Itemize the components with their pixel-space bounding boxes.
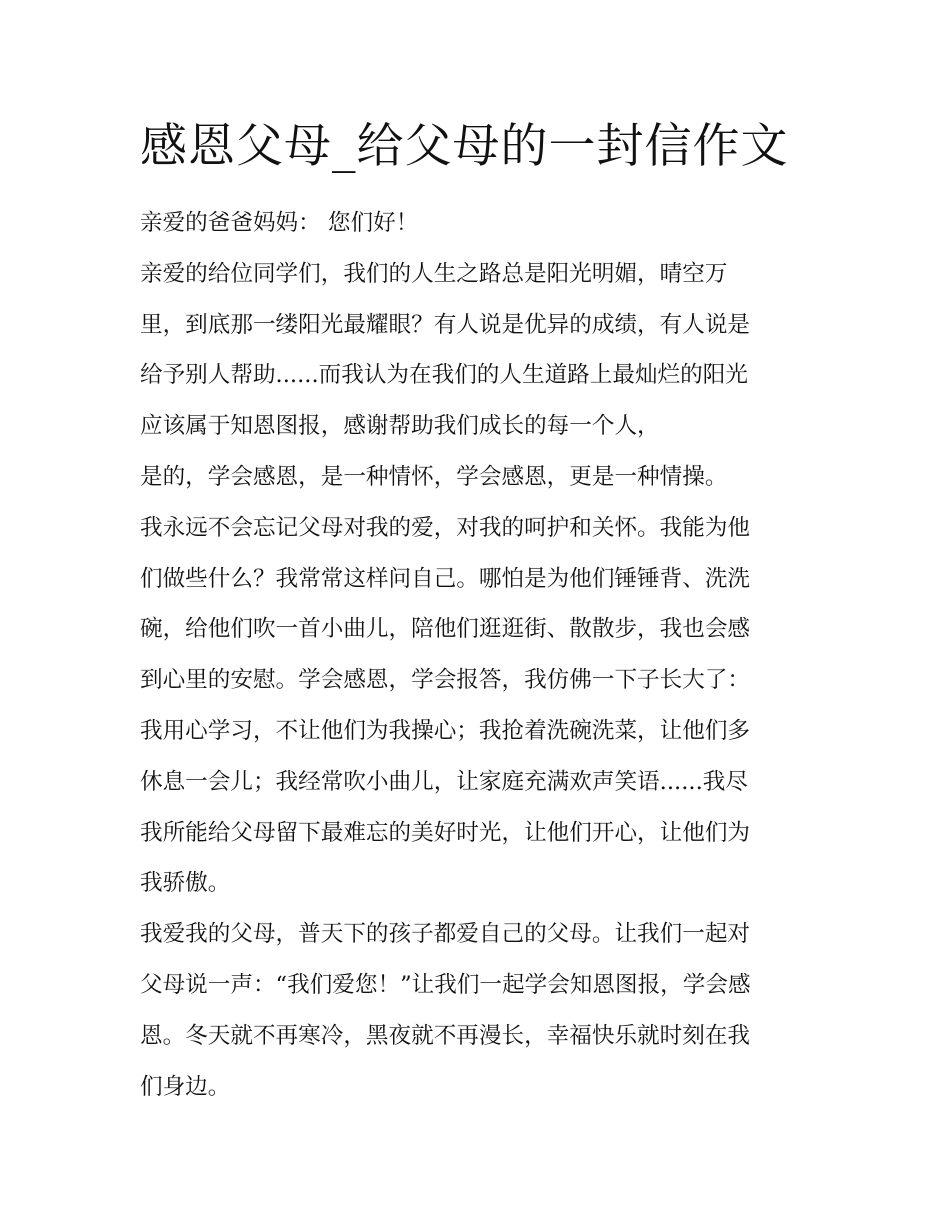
body-line: 我所能给父母留下最难忘的美好时光，让他们开心，让他们为 xyxy=(140,819,751,846)
body-line: 们做些什么？我常常这样问自己。哪怕是为他们锤锤背、洗洗 xyxy=(140,565,751,592)
body-line: 碗，给他们吹一首小曲儿，陪他们逛逛街、散散步，我也会感 xyxy=(140,616,751,643)
document-body xyxy=(140,198,812,1112)
body-line: 休息一会儿；我经常吹小曲儿，让家庭充满欢声笑语......我尽 xyxy=(140,768,748,795)
body-line: 我爱我的父母，普天下的孩子都爱自己的父母。让我们一起对 xyxy=(140,921,751,948)
body-line: 给予别人帮助......而我认为在我们的人生道路上最灿烂的阳光 xyxy=(140,362,748,389)
body-line: 们身边。 xyxy=(140,1073,231,1100)
body-line: 亲爱的爸爸妈妈： 您们好！ xyxy=(140,210,419,236)
body-line: 父母说一声：“我们爱您！”让我们一起学会知恩图报，学会感 xyxy=(140,971,751,998)
body-line: 我骄傲。 xyxy=(140,870,231,897)
document-title: 感恩父母_给父母的一封信作文 xyxy=(140,119,789,174)
body-line: 到心里的安慰。学会感恩，学会报答，我仿佛一下子长大了： xyxy=(140,667,751,694)
body-line: 恩。冬天就不再寒冷，黑夜就不再漫长，幸福快乐就时刻在我 xyxy=(140,1022,751,1049)
body-line: 我永远不会忘记父母对我的爱，对我的呵护和关怀。我能为他 xyxy=(140,514,751,541)
body-line: 亲爱的给位同学们，我们的人生之路总是阳光明媚，晴空万 xyxy=(140,260,728,287)
body-line: 里，到底那一缕阳光最耀眼？有人说是优异的成绩，有人说是 xyxy=(140,311,751,338)
body-line: 是的，学会感恩，是一种情怀，学会感恩，更是一种情操。 xyxy=(140,463,728,490)
body-line: 我用心学习，不让他们为我操心；我抢着洗碗洗菜，让他们多 xyxy=(140,717,751,744)
body-line: 应该属于知恩图报，感谢帮助我们成长的每一个人， xyxy=(140,413,660,440)
